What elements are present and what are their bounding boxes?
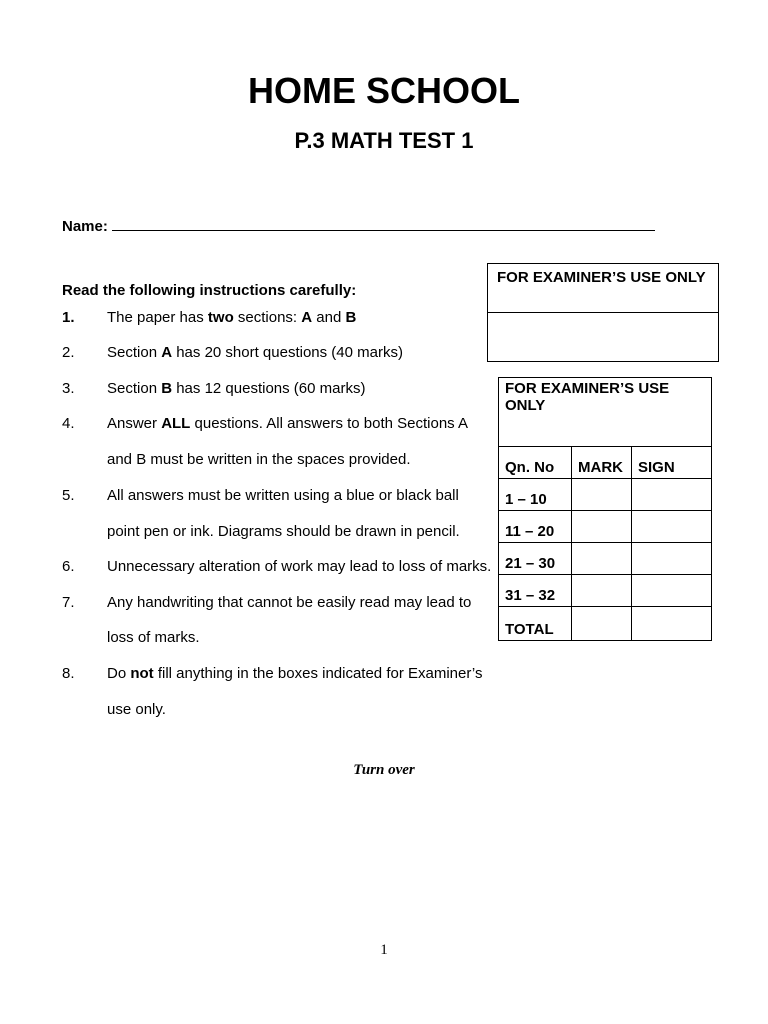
instruction-number: 3. [62,380,75,397]
mark-cell [572,543,632,575]
instruction-text: Do not fill anything in the boxes indicated for Examiner’s [107,665,483,682]
instruction-number: 6. [62,558,75,575]
instruction-text-continued: loss of marks. [107,629,200,646]
examiner-box-divider [488,312,718,313]
table-title-row [499,378,712,447]
instruction-number: 7. [62,594,75,611]
table-row-total [499,607,712,641]
sign-cell [632,543,712,575]
sign-cell [632,511,712,543]
table-header-row [499,447,712,479]
mark-cell [572,511,632,543]
instruction-number: 8. [62,665,75,682]
instruction-number: 2. [62,344,75,361]
table-row [499,575,712,607]
sign-cell [632,479,712,511]
table-row [499,543,712,575]
qn-cell: 1 – 10 [499,479,572,511]
qn-cell: 11 – 20 [499,511,572,543]
instruction-text: Section A has 20 short questions (40 marks) [107,344,403,361]
instruction-text-continued: use only. [107,701,166,718]
mark-cell [572,575,632,607]
examiner-marks-table [498,377,712,641]
instruction-number: 1. [62,309,75,326]
name-label: Name: [62,218,108,235]
sign-cell [632,607,712,641]
instruction-text: The paper has two sections: A and B [107,309,357,326]
examiner-box-title: FOR EXAMINER’S USE ONLY [497,269,706,286]
test-subtitle: P.3 MATH TEST 1 [294,128,474,153]
table-row [499,479,712,511]
sign-cell [632,575,712,607]
turn-over-note: Turn over [353,762,415,778]
column-header-sign: SIGN [632,447,712,479]
page-title: HOME SCHOOL [247,70,520,111]
instruction-text-continued: point pen or ink. Diagrams should be drawn in pencil. [107,523,460,540]
instruction-text: All answers must be written using a blue or black ball [107,487,459,504]
instruction-text: Section B has 12 questions (60 marks) [107,380,366,397]
instruction-text-continued: and B must be written in the spaces provided. [107,451,411,468]
instruction-number: 5. [62,487,75,504]
instruction-text: Answer ALL questions. All answers to both Sections A [107,415,469,432]
mark-cell [572,607,632,641]
instruction-text: Unnecessary alteration of work may lead to loss of marks. [107,558,492,575]
instruction-text: Any handwriting that cannot be easily read may lead to [107,594,472,611]
qn-cell: 21 – 30 [499,543,572,575]
instructions-heading: Read the following instructions carefully: [62,282,357,299]
examiner-use-box [487,263,719,362]
column-header-qn: Qn. No [499,447,572,479]
qn-cell: 31 – 32 [499,575,572,607]
name-field [62,218,655,235]
page-number: 1 [380,942,388,958]
name-blank-line [112,218,655,231]
qn-cell: TOTAL [499,607,572,641]
table-row [499,511,712,543]
instruction-number: 4. [62,415,75,432]
table-title: FOR EXAMINER’S USE ONLY [499,378,712,447]
mark-cell [572,479,632,511]
column-header-mark: MARK [572,447,632,479]
